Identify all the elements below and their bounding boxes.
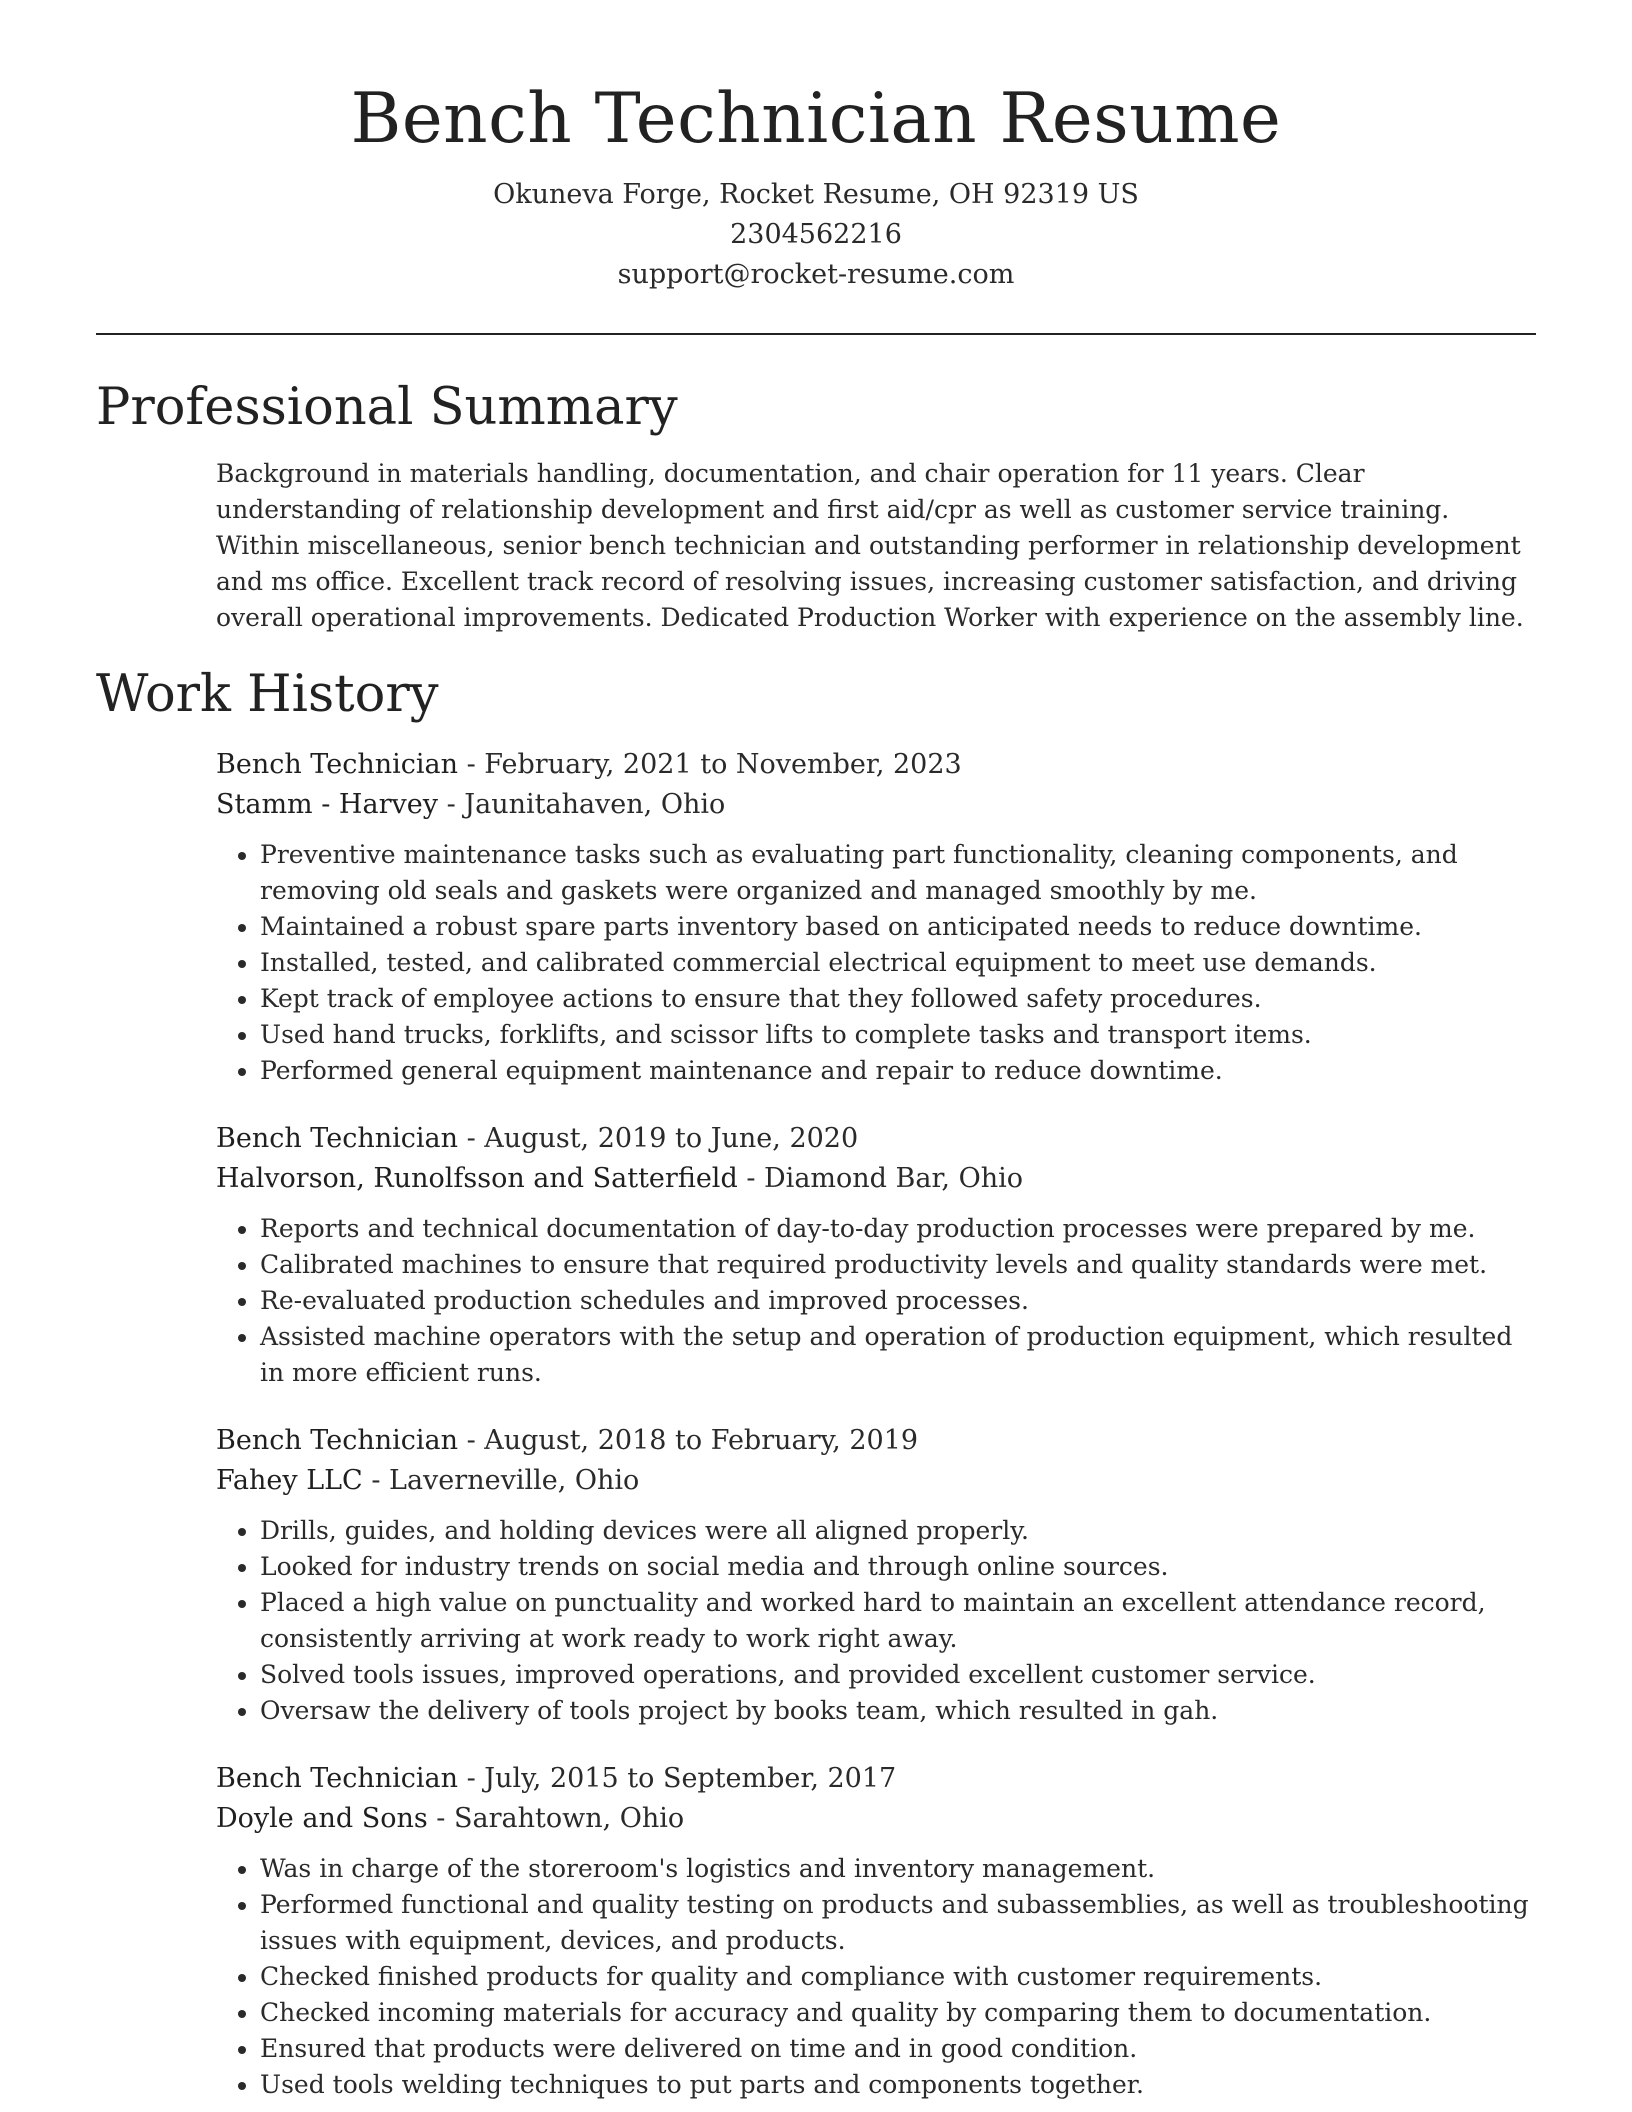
header-divider: [96, 333, 1536, 335]
separator: -: [362, 1465, 390, 1497]
job-bullet: • Preventive maintenance tasks such as evaluating part functionality, cleaning components, and removing old seals and gaskets were organized and managed smoothly by me.: [260, 837, 1536, 909]
job-title-line: [216, 745, 1536, 785]
job-company: Fahey LLC: [216, 1465, 363, 1497]
contact-phone: 2304562216: [730, 218, 902, 250]
separator: -: [427, 1803, 454, 1835]
job-entry: [216, 1119, 1536, 1391]
job-bullet-list: [216, 1211, 1536, 1391]
job-bullet: • Ensured that products were delivered on time and in good condition.: [260, 2031, 1536, 2067]
job-title-line: [216, 1759, 1536, 1799]
work-history-heading: Work History: [96, 664, 439, 724]
job-dates: July, 2015 to September, 2017: [484, 1763, 897, 1795]
resume-header: [96, 0, 1536, 295]
job-company: Halvorson, Runolfsson and Satterfield: [216, 1163, 738, 1195]
professional-summary-section: [96, 377, 1536, 636]
separator: -: [437, 789, 465, 821]
job-location: Diamond Bar, Ohio: [764, 1163, 1023, 1195]
job-title: Bench Technician: [216, 1123, 458, 1155]
job-bullet: • Reports and technical documentation of day-to-day production processes were prepared by me.: [260, 1211, 1536, 1247]
job-location: Laverneville, Ohio: [389, 1465, 640, 1497]
job-title: Bench Technician: [216, 749, 458, 781]
job-title-line: [216, 1119, 1536, 1159]
job-bullet: • Maintained a robust spare parts inventory based on anticipated needs to reduce downtime.: [260, 909, 1536, 945]
summary-text: Background in materials handling, documentation, and chair operation for 11 years. Clear understanding of relationship development and first aid/cpr as well as customer service training. Within miscellaneous, senior bench technician and outstanding performer in relationship development and ms office. Excellent track record of resolving issues, increasing customer satisfaction, and driving overall operational improvements. Dedicated Production Worker with experience on the assembly line.: [216, 458, 1524, 632]
separator: -: [457, 1763, 485, 1795]
job-bullet-list: [216, 837, 1536, 1089]
job-dates: August, 2019 to June, 2020: [484, 1123, 859, 1155]
contact-block: [96, 175, 1536, 295]
contact-address: Okuneva Forge, Rocket Resume, OH 92319 US: [493, 178, 1139, 210]
separator: -: [457, 1123, 485, 1155]
job-bullet: • Drills, guides, and holding devices were all aligned properly.: [260, 1513, 1536, 1549]
job-title: Bench Technician: [216, 1763, 458, 1795]
job-bullet: • Placed a high value on punctuality and worked hard to maintain an excellent attendance record, consistently arriving at work ready to work right away.: [260, 1585, 1536, 1657]
job-entry: [216, 1421, 1536, 1729]
job-title-line: [216, 1421, 1536, 1461]
job-bullet: • Installed, tested, and calibrated commercial electrical equipment to meet use demands.: [260, 945, 1536, 981]
job-bullet: • Was in charge of the storeroom's logistics and inventory management.: [260, 1851, 1536, 1887]
work-history-section: [96, 664, 1536, 2103]
job-bullet: • Oversaw the delivery of tools project by books team, which resulted in gah.: [260, 1693, 1536, 1729]
job-entry: [216, 745, 1536, 1089]
job-location: Sarahtown, Ohio: [454, 1803, 685, 1835]
job-title: Bench Technician: [216, 1425, 458, 1457]
job-bullet: • Performed general equipment maintenance and repair to reduce downtime.: [260, 1053, 1536, 1089]
summary-heading: Professional Summary: [96, 377, 678, 437]
job-company-line: [216, 1159, 1536, 1199]
job-company-line: [216, 785, 1536, 825]
job-bullet: • Checked incoming materials for accuracy and quality by comparing them to documentation.: [260, 1995, 1536, 2031]
job-company: Doyle and Sons: [216, 1803, 428, 1835]
job-company-line: [216, 1799, 1536, 1839]
job-bullet: • Solved tools issues, improved operations, and provided excellent customer service.: [260, 1657, 1536, 1693]
job-dates: August, 2018 to February, 2019: [484, 1425, 919, 1457]
job-bullet: • Assisted machine operators with the setup and operation of production equipment, which resulted in more efficient runs.: [260, 1319, 1536, 1391]
resume-title: Bench Technician Resume: [350, 79, 1282, 159]
job-dates: February, 2021 to November, 2023: [484, 749, 962, 781]
job-bullet: • Checked finished products for quality and compliance with customer requirements.: [260, 1959, 1536, 1995]
job-bullet: • Used hand trucks, forklifts, and scissor lifts to complete tasks and transport items.: [260, 1017, 1536, 1053]
separator: -: [737, 1163, 765, 1195]
job-company-line: [216, 1461, 1536, 1501]
job-bullet: • Looked for industry trends on social media and through online sources.: [260, 1549, 1536, 1585]
job-bullet: • Re-evaluated production schedules and improved processes.: [260, 1283, 1536, 1319]
separator: -: [457, 749, 485, 781]
job-location: Jaunitahaven, Ohio: [464, 789, 726, 821]
job-bullet-list: [216, 1513, 1536, 1729]
contact-email: support@rocket-resume.com: [617, 258, 1015, 290]
job-bullet: • Performed functional and quality testing on products and subassemblies, as well as troubleshooting issues with equipment, devices, and products.: [260, 1887, 1536, 1959]
job-bullet: • Used tools welding techniques to put parts and components together.: [260, 2067, 1536, 2103]
job-company: Stamm - Harvey: [216, 789, 438, 821]
job-entry: [216, 1759, 1536, 2103]
separator: -: [457, 1425, 485, 1457]
job-bullet: • Kept track of employee actions to ensure that they followed safety procedures.: [260, 981, 1536, 1017]
job-bullet-list: [216, 1851, 1536, 2103]
job-bullet: • Calibrated machines to ensure that required productivity levels and quality standards were met.: [260, 1247, 1536, 1283]
